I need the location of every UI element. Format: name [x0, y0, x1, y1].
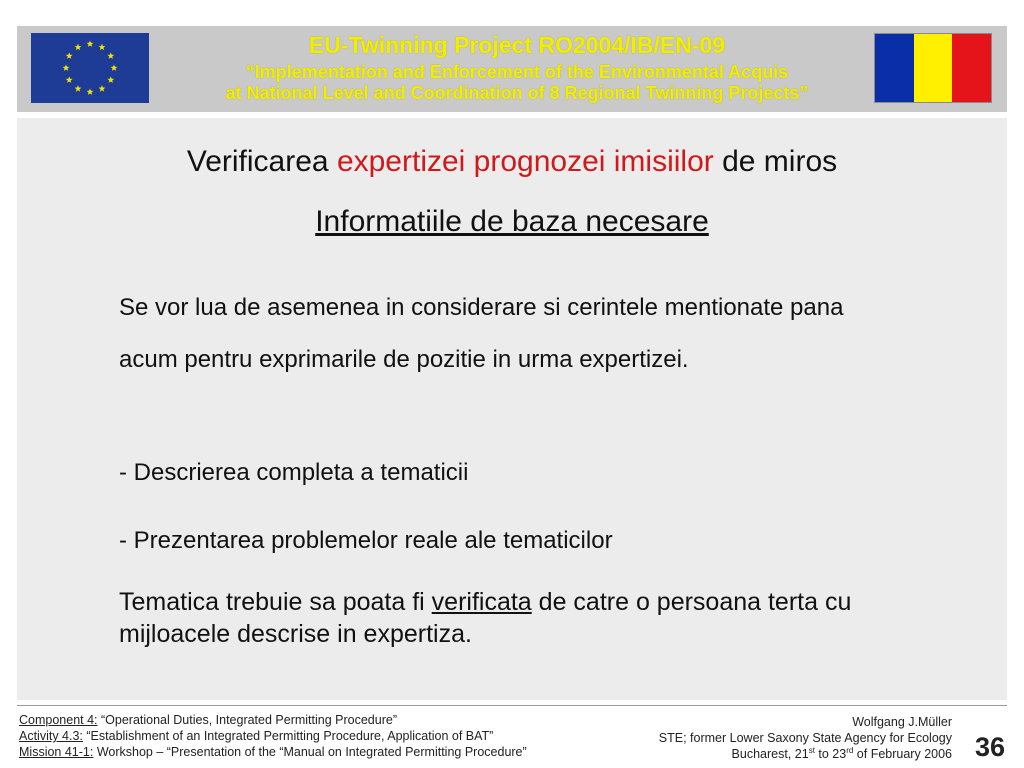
date-sup-2: rd [846, 745, 854, 755]
component-label: Component 4: [19, 713, 98, 727]
project-subtitle [167, 62, 867, 104]
title-part-3: de miros [713, 145, 838, 178]
eu-star-icon [107, 52, 114, 59]
footer-component [19, 712, 619, 728]
slide-title [17, 144, 1007, 180]
page-number: 36 [974, 732, 1006, 762]
slide-content [17, 118, 1007, 700]
paragraph-verification [119, 586, 899, 650]
footer-author-info [560, 714, 952, 762]
flag-stripe-blue [875, 34, 914, 102]
eu-star-icon [111, 64, 118, 71]
footer-author: Wolfgang J.Müller [852, 715, 952, 729]
eu-star-icon [63, 64, 70, 71]
footer-divider [17, 705, 1007, 706]
activity-label: Activity 4.3: [19, 729, 83, 743]
header-banner [17, 26, 1007, 112]
footer-agency: STE; former Lower Saxony State Agency for Ecology [658, 731, 952, 745]
footer-mission [19, 744, 619, 760]
flag-stripe-yellow [914, 34, 953, 102]
project-subtitle-line1: “Implementation and Enforcement of the Environmental Acquis [245, 62, 789, 82]
paragraph-requirements: Se vor lua de asemenea in considerare si cerintele mentionate pana acum pentru exprimarile de pozitie in urma expertizei. [119, 294, 844, 373]
project-title: EU-Twinning Project RO2004/IB/EN-09 [308, 32, 726, 58]
bullet-problems: - Prezentarea problemelor reale ale tematicilor [119, 527, 613, 554]
slide-subtitle: Informatiile de baza necesare [315, 205, 709, 238]
eu-star-icon [87, 40, 94, 47]
eu-star-icon [75, 85, 82, 92]
footer-activity [19, 728, 619, 744]
title-part-highlight: expertizei prognozei imisiilor [336, 145, 714, 178]
activity-text: “Establishment of an Integrated Permitting Procedure, Application of BAT” [82, 729, 494, 743]
eu-star-icon [99, 85, 106, 92]
verification-text-2: de catre o persoana terta cu mijloacele descrise in expertiza. [119, 588, 852, 648]
eu-star-icon [87, 88, 94, 95]
project-subtitle-line2: at National Level and Coordination of 8 Regional Twinning Projects” [225, 83, 809, 103]
verification-text-1: Tematica trebuie sa poata fi [119, 588, 432, 616]
footer-project-info [19, 712, 619, 760]
eu-flag-icon [31, 33, 149, 103]
date-sup-1: st [808, 745, 815, 755]
date-mid: to 23 [814, 747, 847, 761]
bullet-description: - Descrierea completa a tematicii [119, 459, 469, 486]
eu-star-icon [66, 76, 73, 83]
eu-star-icon [66, 52, 73, 59]
component-text: “Operational Duties, Integrated Permitting Procedure” [97, 713, 397, 727]
flag-stripe-red [952, 34, 991, 102]
romania-flag-icon [874, 33, 992, 103]
mission-label: Mission 41-1: [19, 745, 94, 759]
eu-star-icon [75, 44, 82, 51]
date-prefix: Bucharest, 21 [731, 747, 809, 761]
verification-underlined: verificata [431, 588, 532, 616]
title-part-1: Verificarea [186, 145, 337, 178]
mission-text: Workshop – “Presentation of the “Manual on Integrated Permitting Procedure” [93, 745, 527, 759]
date-suffix: of February 2006 [853, 747, 952, 761]
footer-date [560, 746, 952, 762]
eu-star-icon [99, 44, 106, 51]
eu-star-icon [107, 76, 114, 83]
